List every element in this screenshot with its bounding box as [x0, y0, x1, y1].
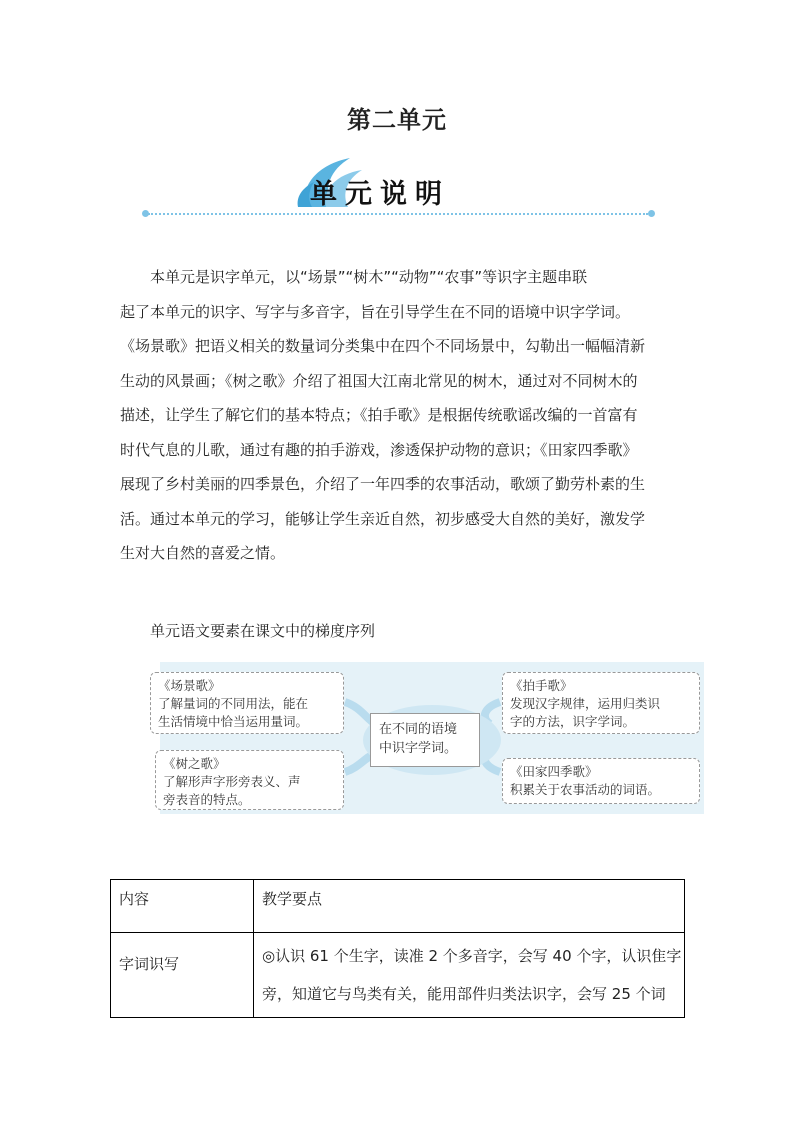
lesson-title: 《田家四季歌》 [510, 764, 598, 779]
lesson-line: 了解量词的不同用法，能在 [158, 696, 309, 711]
row-label: 字词识写 [111, 933, 254, 1018]
lesson-box-scene-song [150, 672, 344, 734]
lesson-box-clap-song [502, 672, 700, 734]
row-line: ◎认识 61 个生字，读准 2 个多音字，会写 40 个字，认识隹字 [262, 947, 682, 965]
diagram-heading: 单元语文要素在课文中的梯度序列 [150, 622, 376, 640]
page-title: 第二单元 [347, 106, 447, 134]
lesson-line: 发现汉字规律，运用归类识 [510, 696, 661, 711]
unit-banner [138, 152, 658, 222]
intro-line: 活。通过本单元的学习，能够让学生亲近自然，初步感受大自然的美好，激发学 [120, 509, 646, 528]
lesson-line: 字的方法，识字学词。 [510, 714, 636, 729]
lesson-title: 《场景歌》 [158, 678, 221, 693]
center-line: 中识字学词。 [379, 741, 458, 756]
lesson-title: 《拍手歌》 [510, 678, 573, 693]
lesson-box-farm-seasons-song [502, 758, 700, 804]
table-row [111, 933, 685, 1018]
gradient-sequence-diagram [160, 662, 704, 814]
intro-line: 生对大自然的喜爱之情。 [120, 544, 286, 562]
header-content: 内容 [111, 880, 254, 933]
intro-line: 起了本单元的识字、写字与多音字，旨在引导学生在不同的语境中识字学词。 [120, 302, 631, 321]
row-line: 旁，知道它与鸟类有关，能用部件归类法识字，会写 25 个词 [262, 985, 666, 1003]
intro-line: 描述，让学生了解它们的基本特点；《拍手歌》是根据传统歌谣改编的一首富有 [120, 406, 638, 424]
lesson-box-tree-song [155, 750, 344, 810]
dot-right [648, 210, 655, 217]
intro-paragraph [120, 260, 680, 571]
lesson-line: 旁表音的特点。 [163, 792, 251, 807]
row-content [254, 933, 685, 1018]
center-goal [370, 713, 480, 767]
teaching-plan-table [110, 879, 685, 1018]
intro-line: 生动的风景画；《树之歌》介绍了祖国大江南北常见的树木，通过对不同树木的 [120, 371, 638, 390]
center-line: 在不同的语境 [379, 722, 458, 737]
dotted-divider [148, 213, 648, 215]
banner-title: 单元说明 [310, 179, 450, 210]
lesson-title: 《树之歌》 [163, 756, 226, 771]
intro-line: 《场景歌》把语义相关的数量词分类集中在四个不同场景中，勾勒出一幅幅清新 [120, 337, 646, 355]
intro-line: 展现了乡村美丽的四季景色，介绍了一年四季的农事活动，歌颂了勤劳朴素的生 [120, 475, 646, 493]
intro-line: 时代气息的儿歌，通过有趣的拍手游戏，渗透保护动物的意识；《田家四季歌》 [120, 440, 638, 459]
intro-line: 本单元是识字单元，以“场景”“树木”“动物”“农事”等识字主题串联 [150, 268, 588, 286]
lesson-line: 生活情境中恰当运用量词。 [158, 714, 309, 729]
lesson-line: 了解形声字形旁表义、声 [163, 774, 301, 789]
header-key-points: 教学要点 [254, 880, 685, 933]
table-header-row [111, 880, 685, 933]
lesson-line: 积累关于农事活动的词语。 [510, 782, 661, 797]
